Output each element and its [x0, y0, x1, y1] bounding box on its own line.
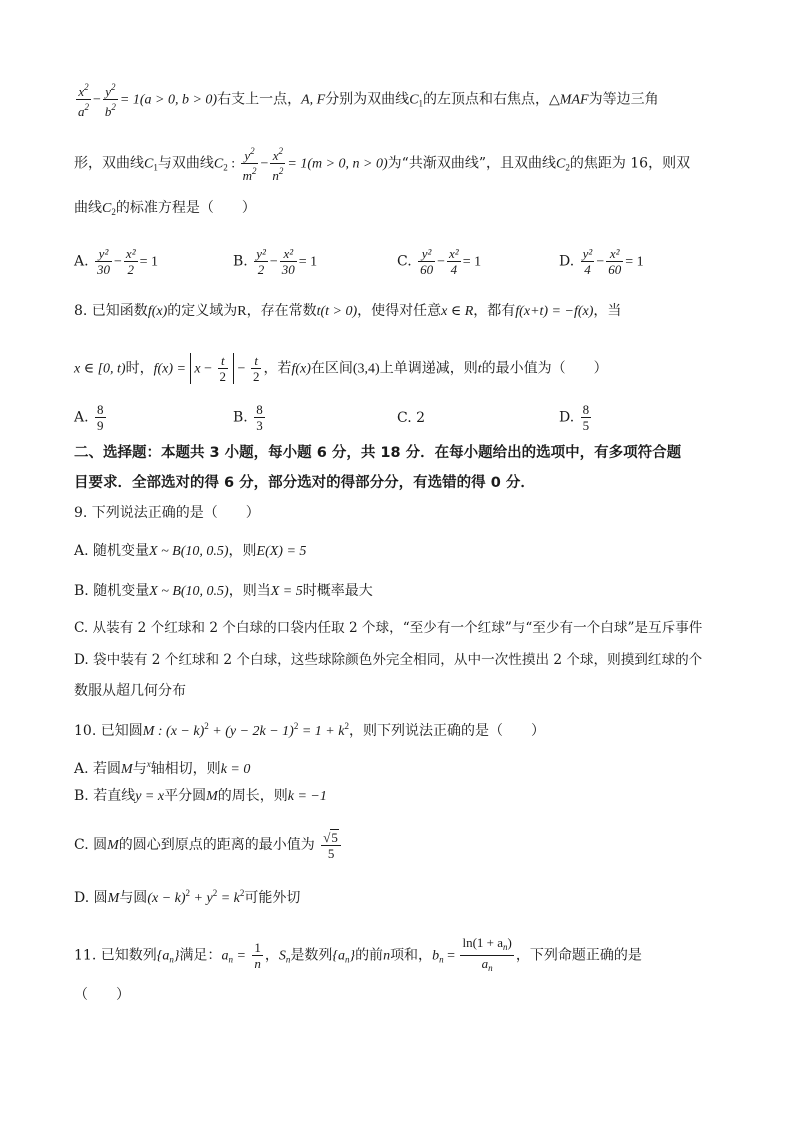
- q11-text: 项和，: [390, 947, 433, 964]
- q8-line-2: x ∈ [0, t)时，f(x) = x − $\frac{t}{2}$ − $\frac{t}{2}$ ，若f(x)在区间(3,4)上单调递减，则t的最小值为（ ）: [74, 353, 608, 384]
- q11-math: a: [221, 948, 229, 964]
- q10-option-d: D. 圆M与圆$(x - k)^2 + y^2 = k^2$可能外切: [74, 888, 301, 906]
- frac-den: 60: [608, 262, 622, 277]
- q8-text: ，存在常数: [246, 303, 317, 319]
- q7-text: 的左顶点和右焦点，: [423, 91, 550, 108]
- option-label: A.: [74, 409, 89, 426]
- frac-num: x²: [609, 246, 620, 261]
- frac-1-n: $\frac{1}{n}$: [254, 940, 261, 971]
- eq: = 1: [625, 254, 644, 270]
- frac-num: y²: [256, 246, 266, 261]
- frac-den: 2: [254, 261, 268, 277]
- option-label: B.: [233, 253, 248, 270]
- q10-math: y = x: [135, 789, 165, 804]
- q10-text: C. 圆: [74, 837, 108, 853]
- q11-text: ，下列命题正确的是: [515, 947, 642, 964]
- q11-math: {a: [332, 948, 345, 964]
- q10-math: M: [121, 762, 133, 777]
- option-label: C.: [397, 253, 412, 270]
- q10-text: 10. 已知圆: [74, 723, 143, 739]
- q10-text: 的周长，则: [217, 788, 288, 804]
- q9-option-d-line-1: D. 袋中装有 2 个红球和 2 个白球，这些球除颜色外完全相同，从中一次性摸出 2 个球，则摸到红球的个: [74, 652, 703, 668]
- q8-math: f(x) =: [153, 361, 186, 377]
- frac-den: 30: [97, 262, 111, 277]
- q8-math: x ∈ R: [441, 304, 474, 319]
- q8-text: ，都有: [473, 303, 516, 319]
- option-label: D.: [559, 253, 575, 270]
- q11-paren: （ ）: [74, 987, 130, 1003]
- q7-line-3: 曲线$C_2$的标准方程是（ ）: [74, 200, 256, 217]
- q8-text: ，使得对任意: [357, 303, 442, 319]
- q10-text: B. 若直线: [74, 788, 136, 804]
- q7-text: 为“共渐双曲线”，且双曲线: [387, 155, 556, 172]
- absolute-value: x − $\frac{t}{2}$: [190, 353, 234, 384]
- q9-text: B. 随机变量: [74, 583, 150, 599]
- q8-math: f(x): [291, 361, 311, 377]
- section-heading-line-1: 二、选择题：本题共 3 小题，每小题 6 分，共 18 分．在每小题给出的选项中，有多项符合题: [74, 445, 682, 461]
- q10-option-c: [74, 829, 343, 861]
- q8-math: x ∈ [0, t): [74, 361, 126, 377]
- q8-option-b: [233, 402, 267, 433]
- q10-text: 可能外切: [244, 890, 301, 906]
- q7-option-c: C. $\frac{\text{y²}}{60}$ − $\frac{\text{x²}}{4}$ = 1: [397, 246, 482, 277]
- q10-math: M: [206, 789, 218, 804]
- q10-text: D. 圆: [74, 890, 108, 906]
- q9-text: ，则: [228, 543, 257, 559]
- q9-math: X ~ B(10, 0.5): [149, 584, 229, 599]
- q7-option-a: A. $\frac{\text{y²}}{30}$ − $\frac{\text{x²}}{2}$ = 1: [74, 246, 158, 277]
- q10-text: 与圆: [119, 890, 148, 906]
- sqrt-radicand: 5: [331, 830, 338, 845]
- frac-den: 2: [124, 261, 138, 277]
- q10-option-a: [74, 754, 250, 780]
- q11-math: }: [173, 948, 180, 964]
- q11-math: S: [278, 948, 286, 964]
- q7-line-1: $\frac{x^2}{a^2}$ − $\frac{y^2}{b^2}$ = 1(a > 0, b > 0)右支上一点，A, F分别为双曲线$C_1$的左顶点和右焦点，△MAF为等边三角: [78, 82, 659, 119]
- eq: = 1: [462, 254, 482, 270]
- q8-option-c: [397, 408, 425, 428]
- option-label: B.: [233, 409, 248, 426]
- frac-num: x²: [125, 246, 136, 261]
- q7-math: C: [409, 92, 419, 108]
- q11-text: 满足：: [179, 947, 222, 964]
- frac-x2-n2: $\frac{x^2}{n^2}$: [272, 146, 284, 183]
- q10-math: M : (x − k): [142, 724, 205, 739]
- frac-num: 8: [97, 402, 104, 417]
- frac-den: 9: [97, 418, 104, 433]
- q9-text: A. 随机变量: [74, 543, 150, 559]
- section-heading-line-2: 目要求．全部选对的得 6 分，部分选对的得部分分，有选错的得 0 分．: [74, 475, 535, 491]
- frac-sqrt5-5: $\frac{√5}{5}$: [321, 829, 341, 861]
- q10-math: = 1 + k: [298, 724, 345, 739]
- q10-math: + y: [190, 891, 213, 906]
- frac-den: 5: [321, 845, 341, 861]
- q7-option-b: B. $\frac{\text{y²}}{2}$ − $\frac{\text{x²}}{30}$ = 1: [233, 246, 318, 277]
- q8-text: 在区间: [310, 360, 353, 377]
- frac-den: 4: [581, 261, 595, 277]
- q7-text: 形，双曲线: [74, 155, 144, 172]
- q10-math: (x − k): [147, 891, 186, 906]
- option-label: A.: [74, 253, 89, 270]
- q7-math: A, F: [301, 92, 326, 108]
- q7-text: 分别为双曲线: [325, 91, 410, 108]
- q9-option-b: [74, 581, 373, 602]
- q8-option-d: [559, 402, 593, 433]
- q8-text: 8. 已知函数: [74, 303, 148, 319]
- frac-num: y²: [421, 246, 432, 261]
- frac-den: 4: [447, 261, 461, 277]
- q10-math: M: [107, 838, 119, 853]
- q11-math: n: [383, 948, 391, 964]
- frac-y2-b2: $\frac{y^2}{b^2}$: [104, 82, 116, 119]
- q8-line-1: [74, 301, 621, 322]
- q11-math: b: [432, 948, 440, 964]
- frac-den: 5: [582, 418, 590, 433]
- q9-option-a: [74, 541, 306, 562]
- frac-num: x²: [283, 246, 294, 261]
- q9-stem: 9. 下列说法正确的是（ ）: [74, 505, 260, 521]
- q10-math: = k: [217, 891, 240, 906]
- q7-line-2: 形，双曲线$C_1$与双曲线$C_2$ : $\frac{y^2}{m^2}$ − $\frac{x^2}{n^2}$ = 1(m > 0, n > 0)为“共渐双曲线”，且双曲线$C_2$的焦距为 16，则双: [74, 146, 691, 183]
- q9-option-c: C. 从装有 2 个红球和 2 个白球的口袋内任取 2 个球，“至少有一个红球”与“至少有一个白球”是互斥事件: [74, 620, 703, 636]
- q8-option-a: [74, 402, 108, 433]
- frac-num: 8: [582, 402, 590, 417]
- q10-math: + (y − 2k − 1): [208, 724, 294, 739]
- q9-option-d-line-2: 数服从超几何分布: [74, 683, 186, 699]
- q8-text: 时，: [125, 360, 154, 377]
- q11-math: =: [232, 948, 246, 964]
- q10-text: ，则下列说法正确的是（ ）: [348, 723, 545, 739]
- q10-stem: 10. 已知圆M : $(x - k)^2 + (y - 2k - 1)^2 = 1 + k^2$，则下列说法正确的是（ ）: [74, 721, 545, 739]
- q7-text: 的焦距为 16，则双: [569, 155, 691, 172]
- eq: = 1: [298, 254, 318, 270]
- q10-text: 轴相切，则: [150, 761, 221, 777]
- q7-text: 为等边三角: [588, 91, 659, 108]
- q8-math: (3,4): [352, 361, 380, 377]
- q8-math: t(t > 0): [316, 304, 358, 319]
- q10-math: k = −1: [287, 789, 327, 804]
- option-label: C. 2: [397, 410, 426, 426]
- frac-num: y²: [98, 246, 109, 261]
- q8-math: t: [477, 361, 482, 377]
- q8-text: 上单调递减，则: [379, 360, 478, 377]
- frac-x2-a2: $\frac{x^2}{a^2}$: [78, 82, 89, 119]
- frac-num: ln(1 + a: [462, 935, 504, 950]
- q10-text: 平分圆: [164, 788, 207, 804]
- q8-text: ，若: [263, 360, 292, 377]
- q10-math: x: [146, 759, 151, 769]
- q7-text: 曲线: [74, 200, 102, 216]
- frac-num: 8: [256, 402, 263, 417]
- q7-option-d: D. $\frac{\text{y²}}{4}$ − $\frac{\text{x²}}{60}$ = 1: [559, 246, 644, 277]
- frac-num: x²: [449, 246, 459, 261]
- q8-text: 的定义域为: [167, 303, 238, 319]
- q7-text: 右支上一点，: [217, 91, 302, 108]
- frac-den: 3: [256, 418, 263, 433]
- q7-eq: = 1(m > 0, n > 0): [287, 156, 388, 172]
- q10-text: 的圆心到原点的距离的最小值为: [118, 837, 315, 853]
- q9-math: X ~ B(10, 0.5): [149, 544, 229, 559]
- option-label: D.: [559, 409, 575, 426]
- q11-text: 的前: [355, 947, 384, 964]
- q10-math: M: [107, 891, 120, 906]
- q9-math: X = 5: [270, 584, 303, 599]
- q7-text: 与双曲线: [157, 155, 214, 172]
- q9-math: E(X) = 5: [256, 544, 307, 559]
- q7-math: C: [213, 156, 224, 172]
- q11-text: 11. 已知数列: [74, 947, 157, 964]
- q11-text: 是数列: [290, 947, 333, 964]
- q9-text: ，则当: [228, 583, 271, 599]
- q8-text: 的最小值为（ ）: [481, 360, 608, 377]
- q10-text: A. 若圆: [74, 761, 122, 777]
- q8-math: f(x+t) = −f(x): [515, 304, 594, 319]
- q7-eq: = 1(a > 0, b > 0): [119, 92, 218, 108]
- q10-text: 与: [132, 761, 147, 777]
- frac-ln: $\frac{\ln(1 + a_n)}{a_n}$: [460, 935, 513, 976]
- q7-text: 的标准方程是（ ）: [115, 200, 256, 216]
- q8-math: R: [237, 304, 247, 319]
- eq: = 1: [139, 254, 158, 270]
- frac-y2-m2: $\frac{y^2}{m^2}$: [242, 146, 257, 183]
- q10-option-b: [74, 786, 327, 807]
- frac-den: 30: [281, 262, 295, 277]
- q11-text: ，: [264, 947, 279, 964]
- q8-math: f(x): [147, 304, 168, 319]
- q7-math: △MAF: [549, 92, 589, 108]
- frac-num: y²: [582, 246, 593, 261]
- q11-math: }: [349, 948, 356, 964]
- q11-stem: 11. 已知数列$\{a_n\}$满足：$a_n$ = $\frac{1}{n}$ ，$S_n$是数列$\{a_n\}$的前n项和，$b_n$ = $\frac{\ln(1 + a_n)}{a_n}$ ，下列命题正确的是: [74, 935, 642, 976]
- q10-math: k = 0: [220, 762, 251, 777]
- frac-den: 60: [420, 262, 434, 277]
- q11-math: {a: [156, 948, 170, 964]
- q8-text: ，当: [593, 303, 622, 319]
- q9-text: 时概率最大: [302, 583, 373, 599]
